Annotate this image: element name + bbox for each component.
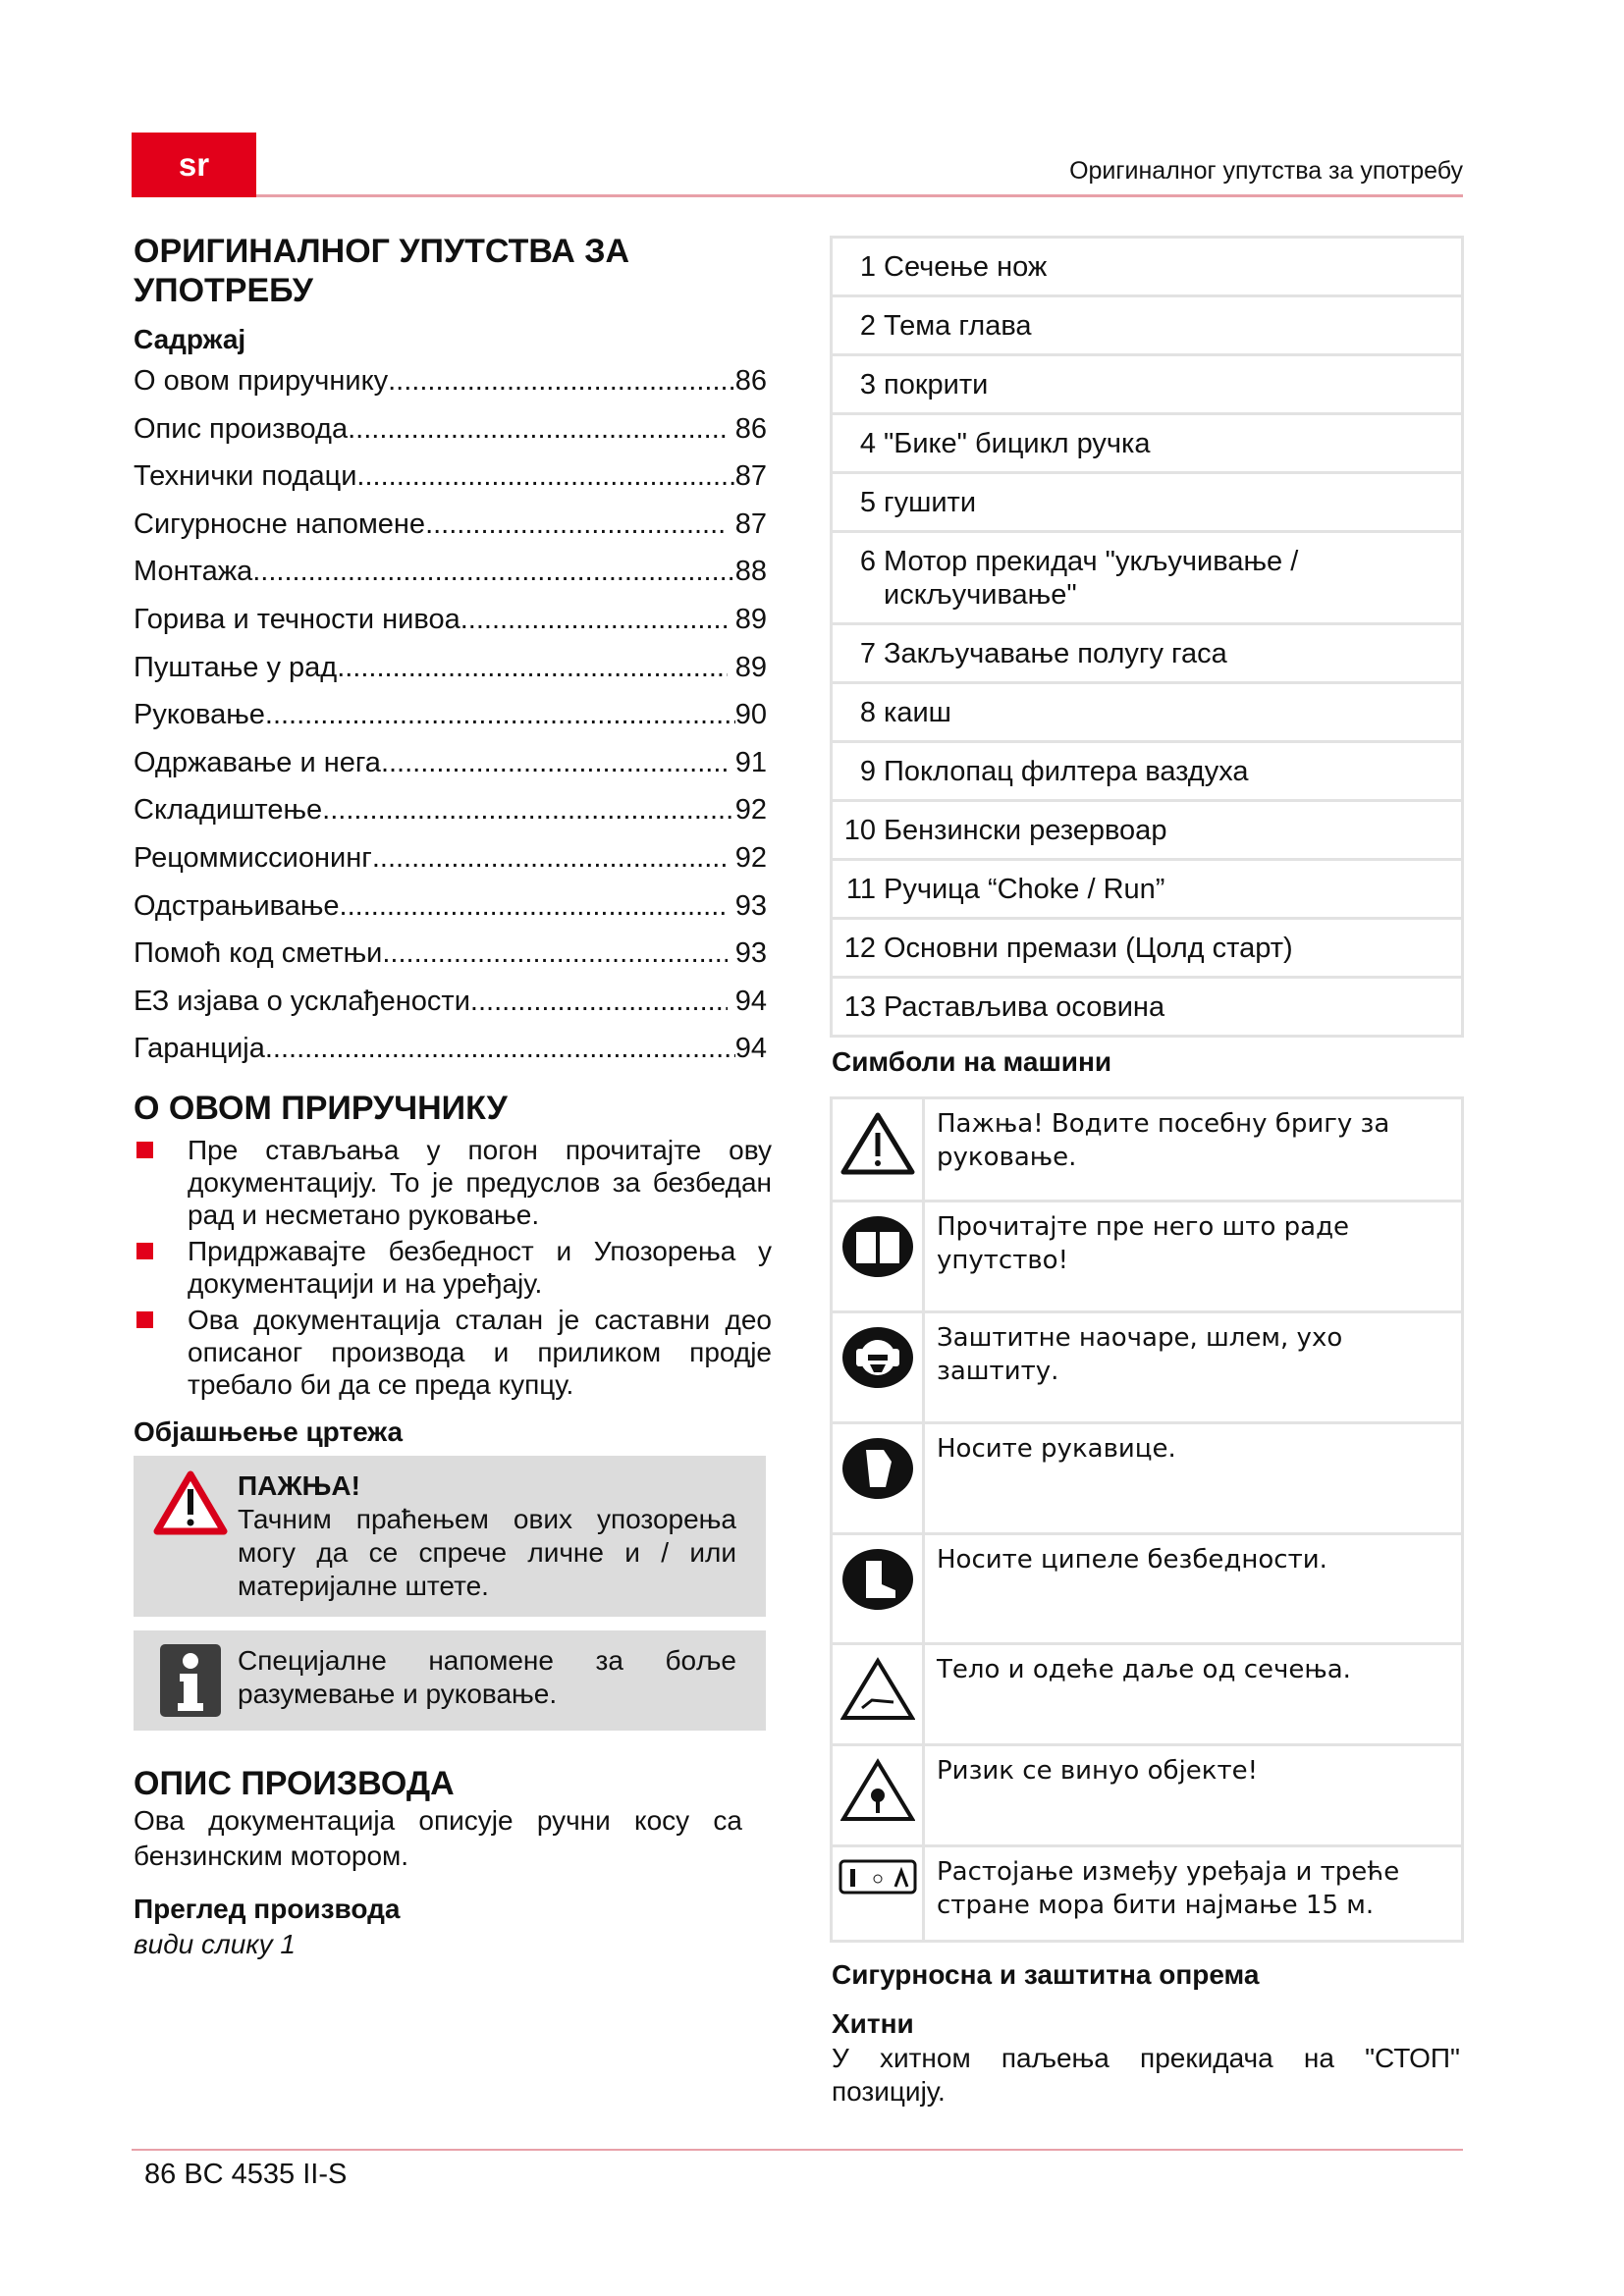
toc-dots: [348, 405, 728, 454]
toc-entry[interactable]: Горива и течности нивоа ..... 89: [134, 596, 767, 644]
toc-dots: [460, 596, 728, 644]
explain-heading: Објашњење цртежа: [134, 1415, 404, 1447]
toc-page: 90: [734, 699, 767, 731]
symbol-row: Заштитне наочаре, шлем, ухо заштиту.: [833, 1313, 1461, 1424]
toc-dots: [252, 548, 734, 596]
symbol-row: Носите рукавице.: [833, 1424, 1461, 1535]
description-heading: ОПИС ПРОИЗВОДА: [134, 1764, 455, 1802]
toc-entry[interactable]: Технички подаци ..... 87: [134, 453, 767, 501]
bullet-item: Пре стављања у погон прочитајте ову документацију. То је предуслов за безбедан рад и несметано руковање.: [134, 1134, 772, 1231]
safety-heading: Сигурносна и заштитна опрема: [832, 1959, 1260, 1990]
emergency-heading: Хитни: [832, 2008, 914, 2039]
toc-entry[interactable]: Одржавање и нега ..... 91: [134, 739, 767, 787]
description-text: Ова документација описује ручни косу са бензинским мотором.: [134, 1804, 742, 1871]
safety-boots-icon: [833, 1535, 925, 1643]
part-row: 10 Бензински резервоар: [833, 802, 1461, 861]
toc-dots: [381, 739, 728, 787]
bullet-item: Ова документација сталан је саставни део описаног производа и приликом продје требало би да се преда купцу.: [134, 1304, 772, 1401]
toc-page: 87: [734, 460, 767, 493]
toc-dots: [265, 1025, 735, 1073]
toc-entry[interactable]: Складиштење ..... 92: [134, 786, 767, 834]
part-row: 8 каиш: [833, 684, 1461, 743]
table-of-contents: [134, 357, 767, 1073]
symbol-row: Прочитајте пре него што раде упутство!: [833, 1202, 1461, 1313]
gloves-icon: [833, 1424, 925, 1532]
toc-page: 89: [727, 603, 767, 635]
toc-dots: [470, 978, 728, 1026]
emergency-text: У хитном паљења прекидача на "СТОП" позицију.: [832, 2043, 1460, 2107]
part-row: 1 Сечење нож: [833, 239, 1461, 297]
part-row: 6 Мотор прекидач "укључивање / искључивање": [833, 533, 1461, 625]
toc-entry[interactable]: О овом приручнику ..... 86: [134, 357, 767, 405]
toc-entry[interactable]: Одстрањивање ..... 93: [134, 882, 767, 931]
part-row: 11 Ручица “Choke / Run”: [833, 861, 1461, 920]
toc-page: 87: [727, 507, 767, 540]
symbol-row: Носите ципеле безбедности.: [833, 1535, 1461, 1646]
toc-entry[interactable]: Руковање ..... 90: [134, 691, 767, 739]
toc-page: 94: [734, 1033, 767, 1065]
parts-list: [830, 236, 1464, 1038]
cutting-hazard-icon: [833, 1645, 925, 1742]
toc-entry[interactable]: Сигурносне напомене ..... 87: [134, 501, 767, 549]
toc-page: 91: [727, 746, 767, 778]
toc-page: 93: [727, 889, 767, 922]
part-row: 7 Закључавање полугу гаса: [833, 625, 1461, 684]
toc-dots: [425, 501, 728, 549]
toc-page: 88: [734, 556, 767, 588]
thrown-objects-icon: [833, 1746, 925, 1845]
warning-triangle-icon: [143, 1469, 238, 1603]
info-icon: [143, 1644, 238, 1717]
bullet-item: Придржавајте безбедност и Упозорења у документацији и на уређају.: [134, 1235, 772, 1300]
symbols-heading: Симболи на машини: [832, 1046, 1112, 1077]
toc-entry[interactable]: Помоћ код сметњи ..... 93: [134, 930, 767, 978]
info-text: Специјалне напомене за боље разумевање и руковање.: [238, 1644, 736, 1709]
header-title: Оригиналног упутства за употребу: [1069, 157, 1463, 185]
part-row: 4 "Бике" бицикл ручка: [833, 415, 1461, 474]
symbol-row: Пажња! Водите посебну бригу за руковање.: [833, 1099, 1461, 1202]
warning-triangle-icon: [833, 1099, 925, 1200]
document-title: ОРИГИНАЛНОГ УПУТСТВА ЗА УПОТРЕБУ: [134, 233, 630, 309]
warning-text: Тачним праћењем ових упозорења могу да се спрече личне и / или материјалне штете.: [238, 1503, 736, 1601]
toc-dots: [356, 453, 734, 501]
symbol-row: Тело и одеће даље од сечења.: [833, 1645, 1461, 1745]
toc-page: 86: [727, 412, 767, 445]
part-row: 12 Основни премази (Цолд старт): [833, 920, 1461, 979]
left-column: [134, 232, 772, 1962]
part-row: 2 Тема глава: [833, 297, 1461, 356]
toc-heading: Садржај: [134, 324, 246, 354]
about-bullets: [134, 1134, 772, 1401]
distance-15m-icon: [833, 1847, 925, 1939]
toc-dots: [388, 357, 735, 405]
eye-head-ear-protection-icon: [833, 1313, 925, 1421]
overview-text: види слику 1: [134, 1928, 296, 1959]
toc-entry[interactable]: Пуштање у рад ..... 89: [134, 644, 767, 692]
footer-divider: [132, 2149, 1463, 2151]
part-row: 3 покрити: [833, 356, 1461, 415]
symbol-row: Растојање између уређаја и треће стране мора бити најмање 15 м.: [833, 1847, 1461, 1939]
about-heading: О ОВОМ ПРИРУЧНИКУ: [134, 1089, 508, 1127]
symbols-table: [830, 1096, 1464, 1943]
toc-page: 93: [727, 937, 767, 970]
toc-entry[interactable]: Рецоммиссионинг ..... 92: [134, 834, 767, 882]
part-row: 9 Поклопац филтера ваздуха: [833, 743, 1461, 802]
info-box: [134, 1630, 766, 1731]
toc-entry[interactable]: Гаранција ..... 94: [134, 1025, 767, 1073]
toc-dots: [265, 691, 735, 739]
toc-page: 89: [727, 651, 767, 683]
language-badge: sr: [132, 133, 256, 197]
toc-dots: [337, 644, 727, 692]
toc-dots: [382, 930, 727, 978]
toc-page: 92: [727, 841, 767, 874]
toc-page: 94: [727, 985, 767, 1017]
header-divider: [256, 194, 1463, 197]
toc-dots: [372, 834, 728, 882]
toc-entry[interactable]: ЕЗ изјава о усклађености ..... 94: [134, 978, 767, 1026]
overview-heading: Преглед производа: [134, 1893, 401, 1924]
warning-box: [134, 1456, 766, 1617]
toc-entry[interactable]: Опис производа ..... 86: [134, 405, 767, 454]
symbol-row: Ризик се винуо објекте!: [833, 1746, 1461, 1848]
safety-section: [832, 1957, 1460, 2109]
toc-page: 86: [734, 365, 767, 397]
warning-title: ПАЖЊА!: [238, 1469, 360, 1501]
part-row: 5 гушити: [833, 474, 1461, 533]
toc-entry[interactable]: Монтажа ..... 88: [134, 548, 767, 596]
toc-page: 92: [734, 794, 767, 827]
toc-dots: [322, 786, 735, 834]
read-manual-icon: [833, 1202, 925, 1310]
toc-dots: [340, 882, 728, 931]
footer-page-label: 86 BC 4535 II-S: [144, 2159, 348, 2190]
part-row: 13 Растављива осовина: [843, 991, 1165, 1023]
